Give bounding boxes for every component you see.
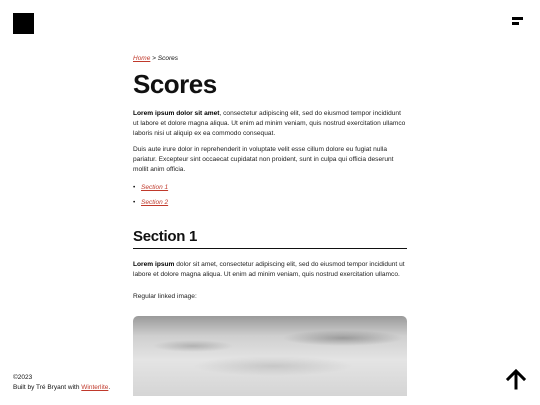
footer	[13, 373, 110, 393]
page-title: Scores	[133, 69, 217, 99]
toc-item	[133, 195, 407, 210]
intro-paragraph	[133, 109, 407, 139]
intro-text: , consectetur adipiscing elit, sed do eiusmod tempor incididunt ut labore et dolore magna aliqua. Ut enim ad minim veniam, quis nostrud exercitation ullamco laboris nisi ut aliquip ex ea commodo consequat.	[133, 110, 406, 137]
second-paragraph: Duis aute irure dolor in reprehenderit in voluptate velit esse cillum dolore eu fugiat nulla pariatur. Excepteur sint occaecat cupidatat non proident, sunt in culpa qui officia deserunt mollit anim officia.	[133, 146, 394, 173]
menu-icon[interactable]	[512, 17, 523, 27]
main-content	[133, 50, 407, 396]
section-1-heading: Section 1	[133, 228, 407, 249]
table-of-contents	[133, 180, 407, 210]
square-logo-icon[interactable]	[13, 13, 34, 34]
breadcrumb-home-link[interactable]: Home	[133, 55, 151, 62]
built-by-line	[13, 383, 110, 393]
toc-link-section-1[interactable]: Section 1	[141, 184, 169, 191]
section-1-bold: Lorem ipsum	[133, 261, 175, 268]
menu-bar	[512, 17, 523, 20]
section-1-paragraph	[133, 260, 407, 280]
toc-item	[133, 180, 407, 195]
footer-period: .	[108, 384, 111, 391]
breadcrumb-current: Scores	[157, 55, 178, 62]
breadcrumb	[133, 50, 407, 67]
snow-image-link[interactable]	[133, 316, 407, 396]
built-by-text: Built by Tré Bryant with	[13, 384, 82, 391]
arrow-up-icon[interactable]	[505, 368, 527, 390]
breadcrumb-separator: >	[152, 55, 156, 62]
toc-link-section-2[interactable]: Section 2	[141, 199, 169, 206]
menu-bar	[512, 22, 519, 25]
image-caption: Regular linked image:	[133, 293, 197, 300]
intro-bold: Lorem ipsum dolor sit amet	[133, 110, 220, 117]
copyright: ©2023	[13, 374, 33, 381]
section-1-text: dolor sit amet, consectetur adipiscing elit, sed do eiusmod tempor incididunt ut labore et dolore magna aliqua. Ut enim ad minim veniam, quis nostrud exercitation ullamco.	[133, 261, 405, 278]
theme-link[interactable]: Winterlite	[81, 384, 109, 391]
